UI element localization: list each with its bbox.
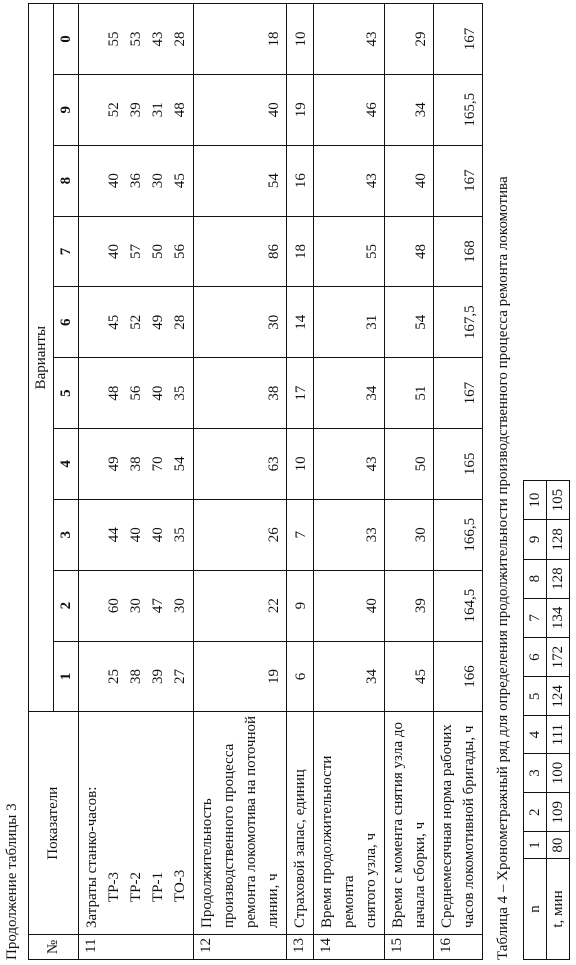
value-cell: 33 (314, 499, 385, 570)
indicator-label-line: Продолжительность (199, 798, 215, 929)
value: 40 (150, 385, 166, 401)
value-cell: 168 (434, 216, 483, 287)
value: 57 (128, 243, 144, 259)
n-cell: 6 (524, 637, 547, 676)
value: 47 (150, 598, 166, 614)
value-cell (79, 570, 194, 641)
value: 53 (128, 31, 144, 47)
value: 40 (128, 527, 144, 543)
n-cell: 8 (524, 559, 547, 598)
table-row (194, 4, 287, 960)
value-cell: 167 (434, 4, 483, 75)
value-cell: 54 (194, 145, 287, 216)
value-cell: 86 (194, 216, 287, 287)
value-cell: 34 (385, 74, 434, 145)
variant-number: 8 (54, 145, 79, 216)
indicator-sublabel: ТР-3 (106, 872, 122, 903)
value: 40 (106, 243, 122, 259)
value-cell: 40 (194, 74, 287, 145)
value-cell: 34 (314, 641, 385, 712)
value-cell: 40 (385, 145, 434, 216)
table-3-body (79, 4, 483, 960)
value-cell: 165 (434, 429, 483, 500)
table-row (79, 4, 194, 960)
n-cell: 5 (524, 677, 547, 716)
value: 35 (172, 527, 188, 543)
indicator-cell (434, 712, 483, 935)
value-cell: 10 (287, 429, 314, 500)
indicator-label-line: Страховой запас, единиц (292, 769, 308, 929)
t-cell: 100 (547, 753, 570, 792)
value-cell (79, 287, 194, 358)
value-cell: 17 (287, 358, 314, 429)
value-cell: 26 (194, 499, 287, 570)
value: 49 (106, 456, 122, 472)
value-cell: 18 (194, 4, 287, 75)
value-cell: 6 (287, 641, 314, 712)
value-cell: 30 (385, 499, 434, 570)
row-number: 15 (385, 935, 434, 960)
indicator-cell (385, 712, 434, 935)
value: 45 (106, 314, 122, 330)
t-cell: 134 (547, 598, 570, 637)
value: 56 (172, 243, 188, 259)
row-n-label: n (524, 859, 547, 960)
value: 50 (150, 243, 166, 259)
t-cell: 128 (547, 520, 570, 559)
variant-number: 0 (54, 4, 79, 75)
value-cell: 63 (194, 429, 287, 500)
n-cell: 1 (524, 832, 547, 859)
value-cell: 14 (287, 287, 314, 358)
variant-number: 4 (54, 429, 79, 500)
row-number: 11 (79, 935, 194, 960)
n-cell: 2 (524, 793, 547, 832)
variant-number: 5 (54, 358, 79, 429)
value: 28 (172, 31, 188, 47)
indicator-cell (287, 712, 314, 935)
t-cell: 105 (547, 481, 570, 520)
value-cell: 29 (385, 4, 434, 75)
value-cell (79, 641, 194, 712)
indicator-sublabel: ТР-2 (128, 872, 144, 903)
table-4-row-t (547, 481, 570, 960)
header-indicators: Показатели (29, 712, 79, 935)
value-cell: 43 (314, 429, 385, 500)
t-cell: 124 (547, 677, 570, 716)
value-cell (79, 216, 194, 287)
value-cell: 31 (314, 287, 385, 358)
value: 35 (172, 385, 188, 401)
row-number: 14 (314, 935, 385, 960)
indicator-label-line: линии, ч (265, 873, 281, 929)
header-num: № (29, 935, 79, 960)
value-cell: 45 (385, 641, 434, 712)
value-cell: 167,5 (434, 287, 483, 358)
value-cell: 43 (314, 4, 385, 75)
n-cell: 4 (524, 716, 547, 753)
value-cell (79, 4, 194, 75)
indicator-label-line: Время с момента снятия узла до (390, 722, 406, 929)
value-cell: 38 (194, 358, 287, 429)
value: 31 (150, 102, 166, 118)
value-cell: 9 (287, 570, 314, 641)
indicator-sublabel: ТО-3 (172, 869, 188, 903)
value: 30 (150, 173, 166, 189)
table-4-row-n (524, 481, 547, 960)
value: 28 (172, 314, 188, 330)
indicator-label-line: начала сборки, ч (412, 821, 428, 929)
indicator-label-line: Среднемесячная норма рабочих (439, 724, 455, 929)
value-cell: 18 (287, 216, 314, 287)
value-cell: 34 (314, 358, 385, 429)
value-cell: 46 (314, 74, 385, 145)
n-cell: 3 (524, 753, 547, 792)
value: 30 (128, 598, 144, 614)
t-cell: 111 (547, 716, 570, 753)
value: 38 (128, 456, 144, 472)
value-cell: 167 (434, 145, 483, 216)
indicator-cell (314, 712, 385, 935)
value-cell: 22 (194, 570, 287, 641)
value-cell: 164,5 (434, 570, 483, 641)
value: 40 (106, 173, 122, 189)
row-t-label: t, мин (547, 859, 570, 960)
value: 52 (128, 314, 144, 330)
indicator-cell (79, 712, 194, 935)
value: 56 (128, 385, 144, 401)
value: 39 (128, 102, 144, 118)
value: 44 (106, 527, 122, 543)
variant-number: 9 (54, 74, 79, 145)
row-number: 13 (287, 935, 314, 960)
value: 36 (128, 173, 144, 189)
value-cell: 39 (385, 570, 434, 641)
indicator-label: Затраты станко-часов: (84, 786, 100, 929)
t-cell: 172 (547, 637, 570, 676)
value-cell: 51 (385, 358, 434, 429)
value-cell (79, 429, 194, 500)
value-cell: 19 (287, 74, 314, 145)
header-variants: Варианты (29, 4, 54, 712)
indicator-label-line: часов локомотивной бригады, ч (461, 725, 477, 929)
value-cell (79, 358, 194, 429)
indicator-cell (194, 712, 287, 935)
value: 25 (106, 668, 122, 684)
value: 70 (150, 456, 166, 472)
table-row (287, 4, 314, 960)
value-cell: 40 (314, 570, 385, 641)
variant-number: 2 (54, 570, 79, 641)
indicator-label-line: Время продолжительности ремонта (319, 755, 357, 929)
value-cell: 10 (287, 4, 314, 75)
value-cell: 30 (194, 287, 287, 358)
value-cell: 19 (194, 641, 287, 712)
value: 38 (128, 668, 144, 684)
value: 39 (150, 668, 166, 684)
value-cell: 166,5 (434, 499, 483, 570)
value-cell: 166 (434, 641, 483, 712)
indicator-sublabel: ТР-1 (150, 872, 166, 903)
indicator-label-line: ремонта локомотива на поточной (243, 715, 259, 929)
value-cell: 54 (385, 287, 434, 358)
value-cell: 7 (287, 499, 314, 570)
value: 45 (172, 173, 188, 189)
value-cell (79, 499, 194, 570)
value: 55 (106, 31, 122, 47)
continuation-title: Продолжение таблицы 3 (4, 803, 20, 960)
value-cell: 48 (385, 216, 434, 287)
table-3 (28, 3, 483, 960)
value-cell (79, 145, 194, 216)
table-row (314, 4, 385, 960)
table-row (434, 4, 483, 960)
table-row (385, 4, 434, 960)
t-cell: 128 (547, 559, 570, 598)
value-cell: 165,5 (434, 74, 483, 145)
row-number: 16 (434, 935, 483, 960)
table-4-caption: Таблица 4 – Хронометражный ряд для определения продолжительности производственного процесса ремонта локомотива (495, 176, 511, 960)
value: 30 (172, 598, 188, 614)
row-number: 12 (194, 935, 287, 960)
variant-number: 7 (54, 216, 79, 287)
value: 49 (150, 314, 166, 330)
value: 54 (172, 456, 188, 472)
variant-number: 1 (54, 641, 79, 712)
n-cell: 10 (524, 481, 547, 520)
value: 43 (150, 31, 166, 47)
indicator-label-line: снятого узла, ч (363, 832, 379, 929)
value: 48 (172, 102, 188, 118)
value: 40 (150, 527, 166, 543)
value-cell: 55 (314, 216, 385, 287)
variant-number: 3 (54, 499, 79, 570)
value-cell (79, 74, 194, 145)
table-4 (523, 480, 570, 960)
value: 52 (106, 102, 122, 118)
t-cell: 109 (547, 793, 570, 832)
value-cell: 43 (314, 145, 385, 216)
value-cell: 50 (385, 429, 434, 500)
value: 27 (172, 668, 188, 684)
n-cell: 7 (524, 598, 547, 637)
t-cell: 80 (547, 832, 570, 859)
indicator-label-line: производственного процесса (221, 743, 237, 929)
value-cell: 167 (434, 358, 483, 429)
n-cell: 9 (524, 520, 547, 559)
variant-number: 6 (54, 287, 79, 358)
value: 60 (106, 598, 122, 614)
value-cell: 16 (287, 145, 314, 216)
value: 48 (106, 385, 122, 401)
